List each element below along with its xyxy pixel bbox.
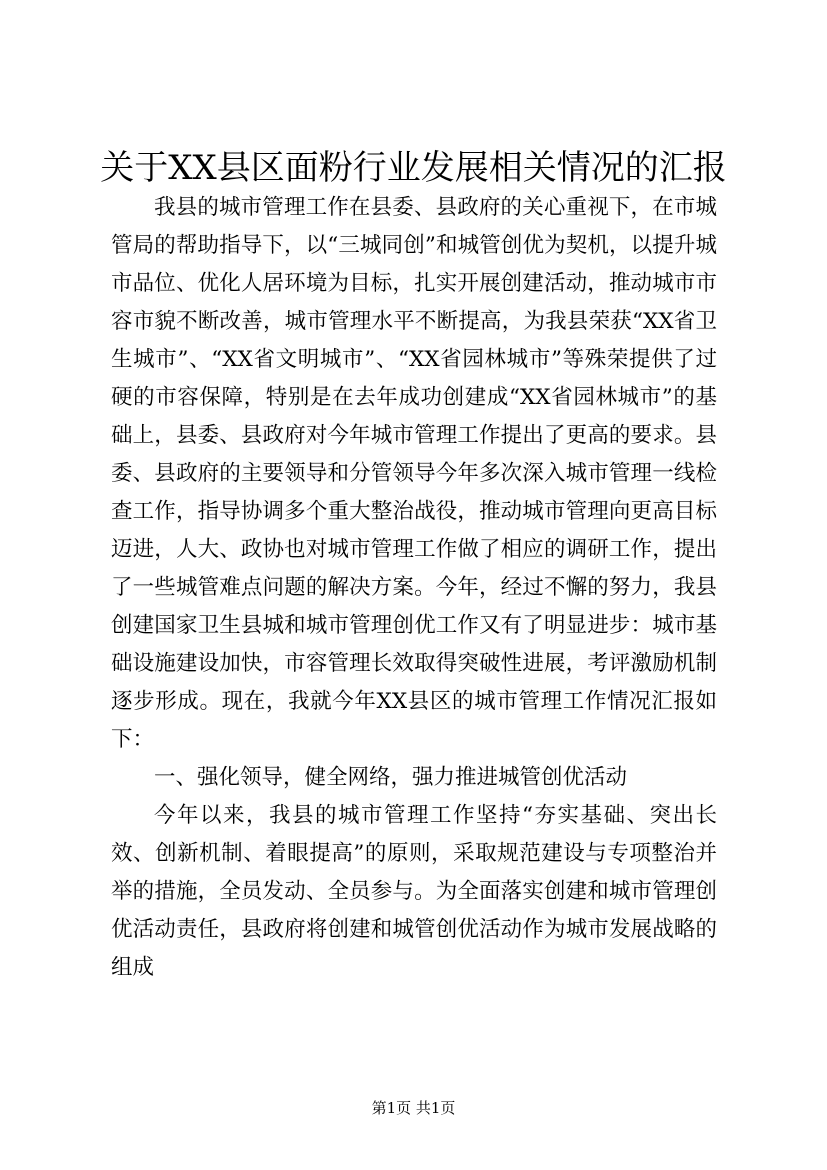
page-number-footer: 第1页 共1页 (371, 1099, 456, 1117)
document-title: 关于XX县区面粉行业发展相关情况的汇报 (100, 148, 727, 188)
document-body (111, 189, 717, 987)
intro-paragraph: 我县的城市管理工作在县委、县政府的关心重视下，在市城管局的帮助指导下，以“三城同创”和城管创优为契机，以提升城市品位、优化人居环境为目标，扎实开展创建活动，推动城市市容市貌不断改善，城市管理水平不断提高，为我县荣获“XX省卫生城市”、“XX省文明城市”、“XX省园林城市”等殊荣提供了过硬的市容保障，特别是在去年成功创建成“XX省园林城市”的基础上，县委、县政府对今年城市管理工作提出了更高的要求。县委、县政府的主要领导和分管领导今年多次深入城市管理一线检查工作，指导协调多个重大整治战役，推动城市管理向更高目标迈进，人大、政协也对城市管理工作做了相应的调研工作，提出了一些城管难点问题的解决方案。今年，经过不懈的努力，我县创建国家卫生县城和城市管理创优工作又有了明显进步：城市基础设施建设加快，市容管理长效取得突破性进展，考评激励机制逐步形成。现在，我就今年XX县区的城市管理工作情况汇报如下： (111, 195, 717, 752)
section-heading: 一、强化领导，健全网络，强力推进城管创优活动 (154, 765, 628, 790)
section-paragraph: 今年以来，我县的城市管理工作坚持“夯实基础、突出长效、创新机制、着眼提高”的原则，采取规范建设与专项整治并举的措施，全员发动、全员参与。为全面落实创建和城市管理创优活动责任，县政府将创建和城管创优活动作为城市发展战略的组成 (111, 803, 717, 980)
